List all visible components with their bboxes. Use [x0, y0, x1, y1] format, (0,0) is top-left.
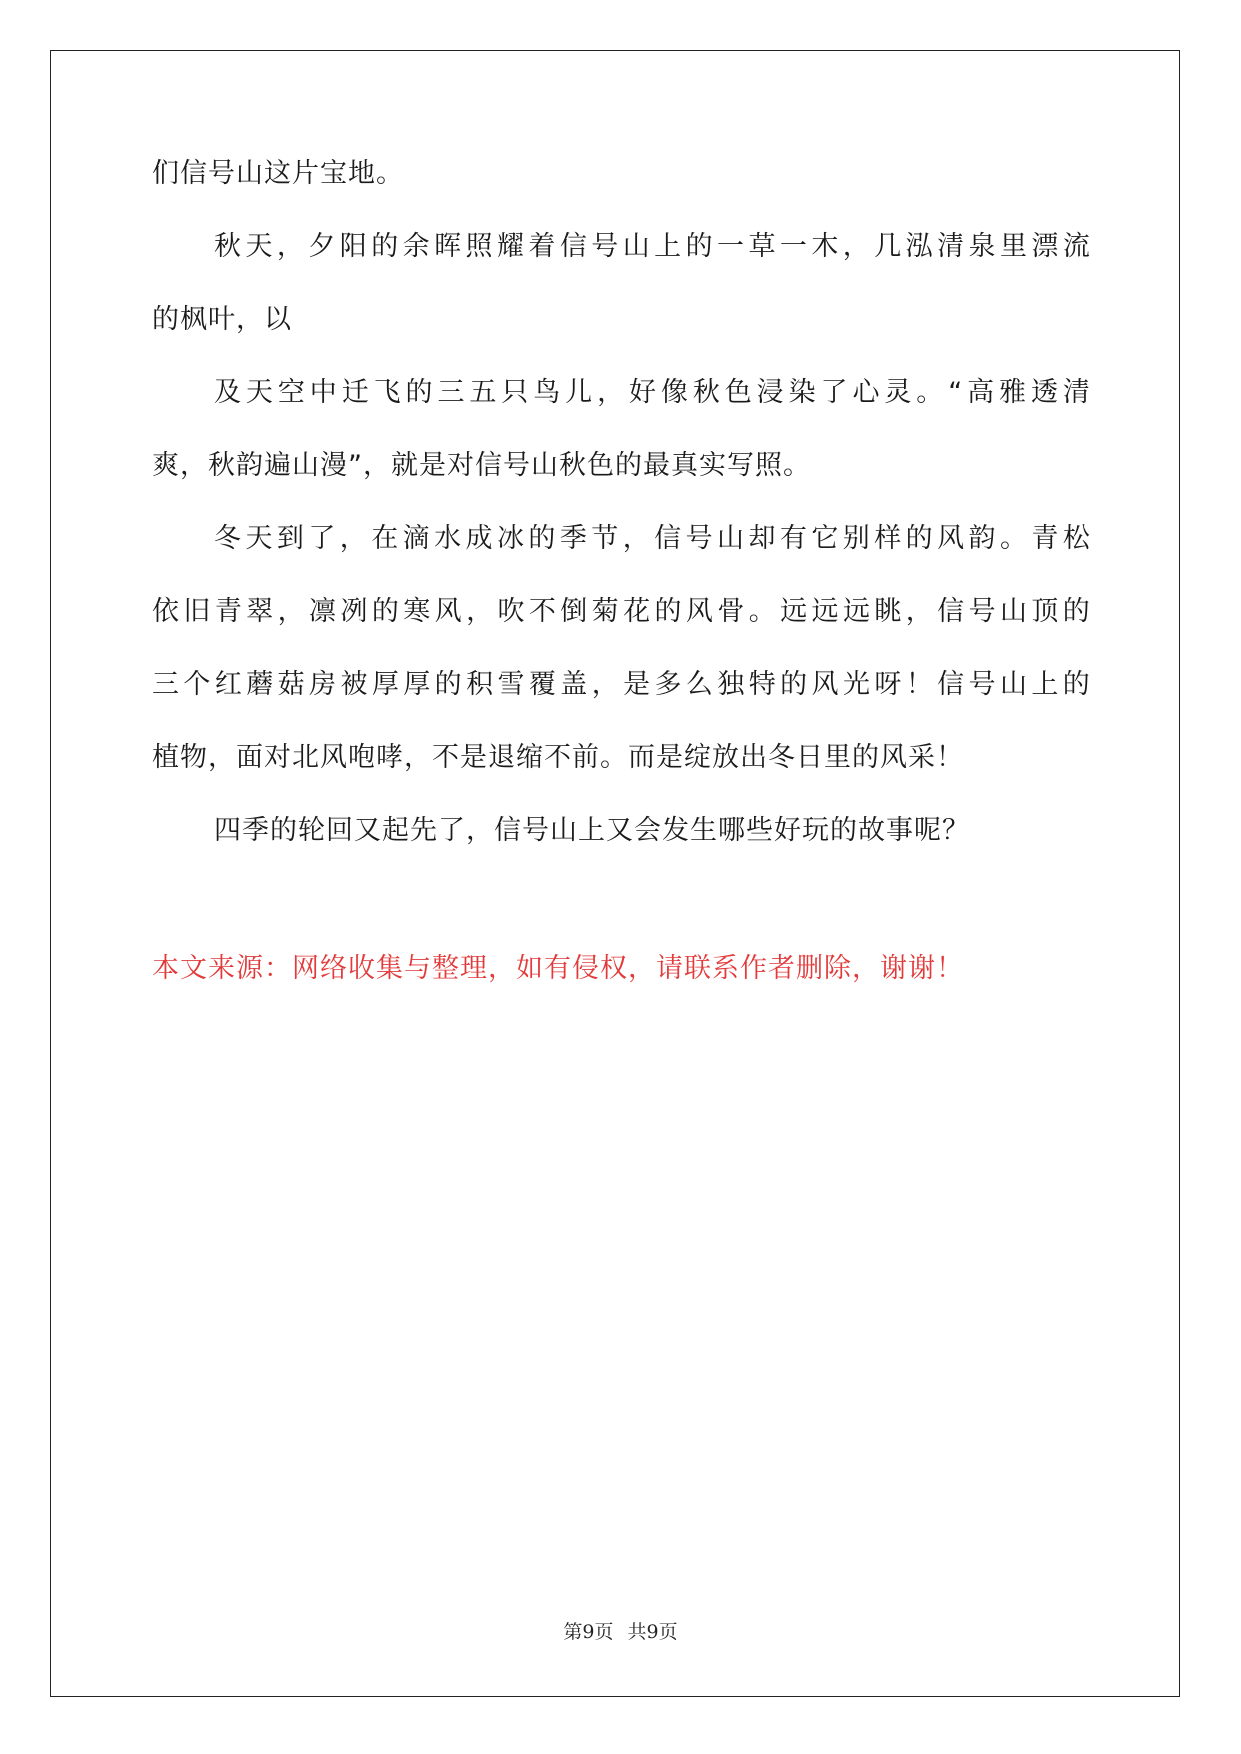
paragraph-line-5: 爽，秋韵遍山漫”，就是对信号山秋色的最真实写照。 [152, 450, 811, 481]
paragraph-line-10: 四季的轮回又起先了，信号山上又会发生哪些好玩的故事呢？ [214, 815, 970, 846]
page-total: 共9页 [627, 1621, 678, 1643]
paragraph-line-4: 及 天 空 中 迁 飞 的 三 五 只 鸟 儿 ， 好 像 秋 色 浸 染 了 心 灵 。 “ 高 雅 透 清 [214, 377, 1090, 408]
source-note: 本文来源：网络收集与整理，如有侵权，请联系作者删除，谢谢！ [152, 953, 964, 984]
paragraph-line-9: 植物，面对北风咆哮，不是退缩不前。而是绽放出冬日里的风采！ [152, 742, 964, 773]
paragraph-line-7: 依 旧 青 翠 ， 凛 冽 的 寒 风 ， 吹 不 倒 菊 花 的 风 骨 。 远 远 远 眺 ， 信 号 山 顶 的 [152, 596, 1090, 627]
page-footer [0, 1617, 1241, 1644]
paragraph-line-6: 冬 天 到 了 ， 在 滴 水 成 冰 的 季 节 ， 信 号 山 却 有 它 别 样 的 风 韵 。 青 松 [214, 523, 1090, 554]
paragraph-line-1: 们信号山这片宝地。 [152, 158, 404, 189]
page-number: 第9页 [563, 1621, 614, 1643]
page-border [50, 50, 1180, 1697]
paragraph-line-3: 的枫叶，以 [152, 304, 292, 335]
paragraph-line-8: 三 个 红 蘑 菇 房 被 厚 厚 的 积 雪 覆 盖 ， 是 多 么 独 特 的 风 光 呀 ！ 信 号 山 上 的 [152, 669, 1090, 700]
paragraph-line-2: 秋 天 ， 夕 阳 的 余 晖 照 耀 着 信 号 山 上 的 一 草 一 木 ， 几 泓 清 泉 里 漂 流 [214, 231, 1090, 262]
